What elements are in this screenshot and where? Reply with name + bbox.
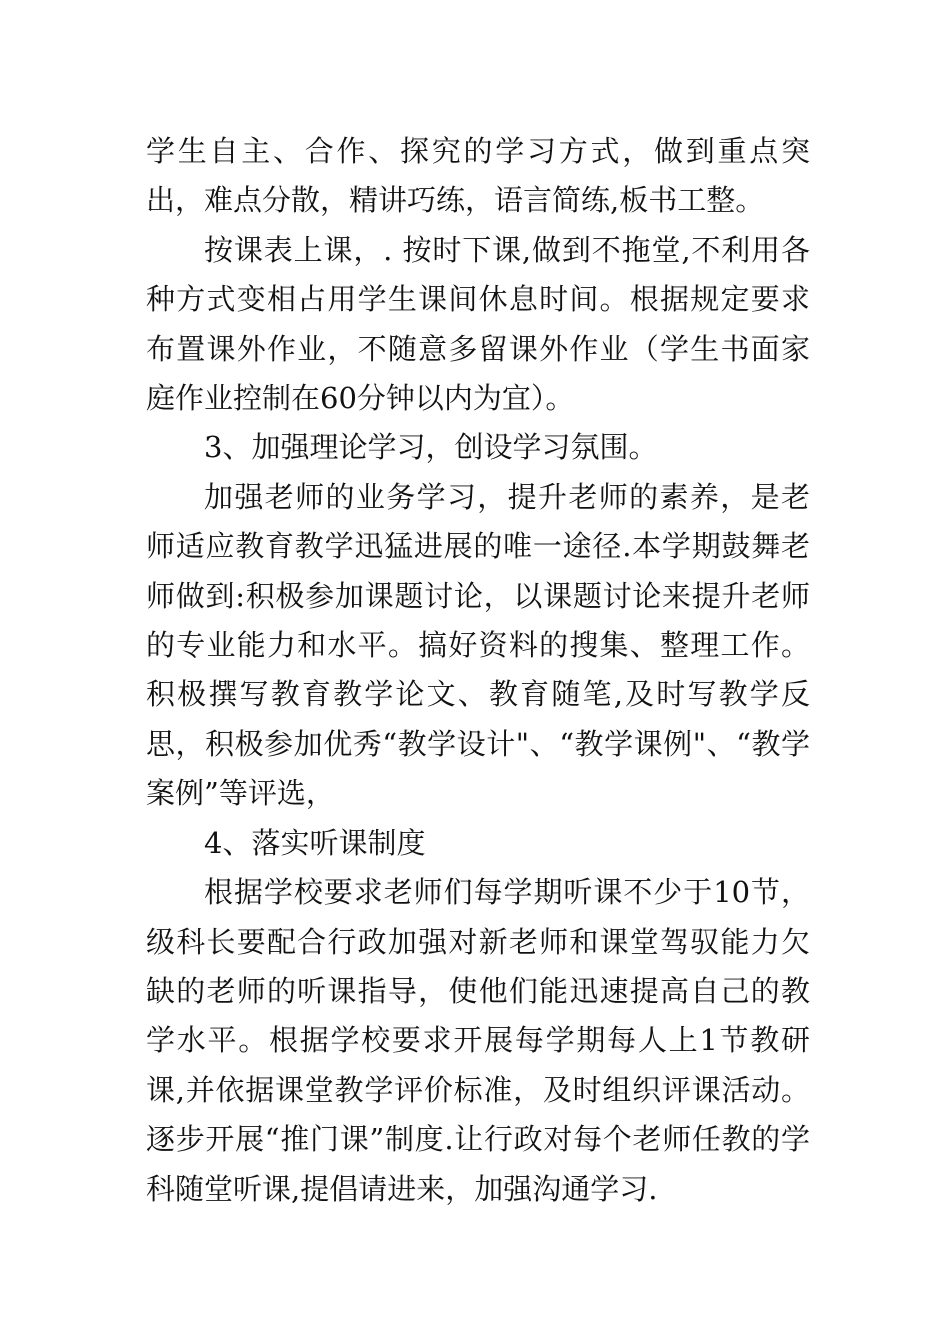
paragraph-teacher-study: 加强老师的业务学习，提升老师的素养，是老师适应教育教学迅猛进展的唯一途径.本学期鼓舞老师做到:积极参加课题讨论，以课题讨论来提升老师的专业能力和水平。搞好资料的搜集、整理工作。积极撰写教育教学论文、教育随笔,及时写教学反思，积极参加优秀“教学设计"、“教学课例"、“教学案例”等评选， bbox=[146, 479, 810, 811]
paragraph-class-schedule: 按课表上课，. 按时下课,做到不拖堂,不利用各种方式变相占用学生课间休息时间。根据规定要求布置课外作业，不随意多留课外作业（学生书面家庭作业控制在60分钟以内为宜）。 bbox=[146, 232, 810, 416]
document-body bbox=[146, 127, 810, 1214]
paragraph-lesson-observation: 根据学校要求老师们每学期听课不少于10节，级科长要配合行政加强对新老师和课堂驾驭能力欠缺的老师的听课指导，使他们能迅速提高自己的教学水平。根据学校要求开展每学期每人上1节教研课,并依据课堂教学评价标准，及时组织评课活动。逐步开展“推门课”制度.让行政对每个老师任教的学科随堂听课,提倡请进来，加强沟通学习. bbox=[146, 875, 810, 1206]
paragraph-continuation: 学生自主、合作、探究的学习方式，做到重点突出，难点分散，精讲巧练，语言简练,板书工整。 bbox=[146, 134, 810, 218]
heading-theory-study: 3、加强理论学习，创设学习氛围。 bbox=[204, 430, 658, 465]
heading-lesson-observation: 4、落实听课制度 bbox=[204, 825, 426, 860]
